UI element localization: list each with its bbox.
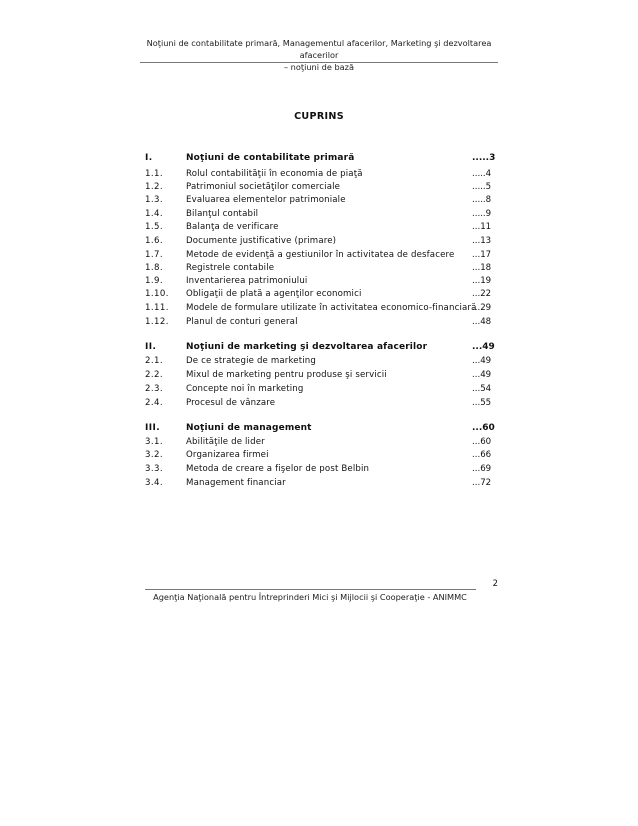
toc-entry-number: 1.12. [145,317,169,327]
toc-entry-page: ...18 [472,263,492,273]
toc-entry-label: Bilanţul contabil [186,209,259,219]
toc-entry-label: Noţiuni de contabilitate primară [186,153,355,163]
toc-entry-page: .....4 [472,169,492,179]
toc-entry-label: Documente justificative (primare) [186,236,337,246]
toc-title: CUPRINS [294,111,344,122]
toc-entry-page: ...49 [472,356,492,366]
toc-entry-label: Noţiuni de marketing şi dezvoltarea afacerilor [186,342,428,352]
toc-entry-label: Organizarea firmei [186,450,269,460]
toc-entry-page: .....3 [472,153,496,163]
toc-entry-page: ...48 [472,317,492,327]
toc-entry-number: 1.4. [145,209,163,219]
toc-entry-number: 3.1. [145,437,163,447]
toc-entry-number: 2.3. [145,384,163,394]
toc-entry-page: ...49 [472,342,495,352]
running-header-line1: Noţiuni de contabilitate primară, Managementul afacerilor, Marketing şi dezvoltarea afacerilor [146,38,492,60]
toc-entry-number: 2.4. [145,398,163,408]
toc-entry-number: 1.9. [145,276,163,286]
toc-entry-number: 3.4. [145,478,163,488]
toc-entry-label: Balanţa de verificare [186,222,279,232]
page-number: 2 [492,578,498,588]
footer-divider [145,589,476,590]
toc-entry-label: Metoda de creare a fişelor de post Belbin [186,464,370,474]
toc-entry-label: Abilităţile de lider [186,437,265,447]
footer-text: Agenţia Naţională pentru Întreprinderi Mici şi Mijlocii şi Cooperaţie - ANIMMC [153,592,467,602]
running-header-line2: – noţiuni de bază [283,62,354,72]
toc-entry-label: Modele de formulare utilizate în activitatea economico-financiară [186,303,477,313]
toc-entry-number: 1.1. [145,169,163,179]
toc-entry-number: 1.7. [145,250,163,260]
toc-entry-label: Concepte noi în marketing [186,384,304,394]
toc-entry-number: 2.1. [145,356,163,366]
toc-entry-number: 2.2. [145,370,163,380]
toc-entry-page: ...17 [472,250,492,260]
toc-entry-page: ...13 [472,236,492,246]
toc-entry-label: Procesul de vânzare [186,398,276,408]
toc-entry-page: ...60 [472,423,495,433]
toc-entry-number: III. [145,423,161,433]
toc-entry-page: .....9 [472,209,492,219]
toc-entry-number: 3.2. [145,450,163,460]
toc-entry-label: Management financiar [186,478,286,488]
toc-entry-number: I. [145,153,153,163]
toc-entry-page: ...55 [472,398,492,408]
toc-entry-number: 1.2. [145,182,163,192]
toc-entry-label: Mixul de marketing pentru produse şi servicii [186,370,387,380]
toc-entry-page: ...29 [472,303,492,313]
toc-entry-page: ...66 [472,450,492,460]
toc-entry-number: 1.8. [145,263,163,273]
toc-entry-label: Inventarierea patrimoniului [186,276,308,286]
toc-entry-number: 1.11. [145,303,169,313]
toc-entry-label: Metode de evidenţă a gestiunilor în activitatea de desfacere [186,250,455,260]
toc-entry-label: Rolul contabilităţii în economia de piaţă [186,169,363,179]
toc-entry-label: Obligaţii de plată a agenţilor economici [186,289,362,299]
toc-entry-label: Registrele contabile [186,263,275,273]
toc-entry-number: 1.3. [145,195,163,205]
toc-entry-label: Evaluarea elementelor patrimoniale [186,195,346,205]
toc-entry-number: 1.10. [145,289,169,299]
toc-entry-label: Noţiuni de management [186,423,312,433]
toc-entry-number: 1.5. [145,222,163,232]
toc-entry-page: ...69 [472,464,492,474]
toc-entry-page: ...60 [472,437,492,447]
toc-entry-page: ...54 [472,384,492,394]
toc-entry-page: ...19 [472,276,492,286]
toc-entry-page: .....8 [472,195,492,205]
toc-entry-page: .....5 [472,182,492,192]
toc-entry-page: ...72 [472,478,492,488]
toc-entry-page: ...22 [472,289,492,299]
toc-entry-label: Planul de conturi general [186,317,298,327]
toc-entry-number: 3.3. [145,464,163,474]
toc-entry-page: ...11 [472,222,492,232]
toc-entry-page: ...49 [472,370,492,380]
toc-entry-label: De ce strategie de marketing [186,356,317,366]
toc-entry-number: 1.6. [145,236,163,246]
toc-entry-number: II. [145,342,157,352]
toc-entry-label: Patrimoniul societăţilor comerciale [186,182,341,192]
